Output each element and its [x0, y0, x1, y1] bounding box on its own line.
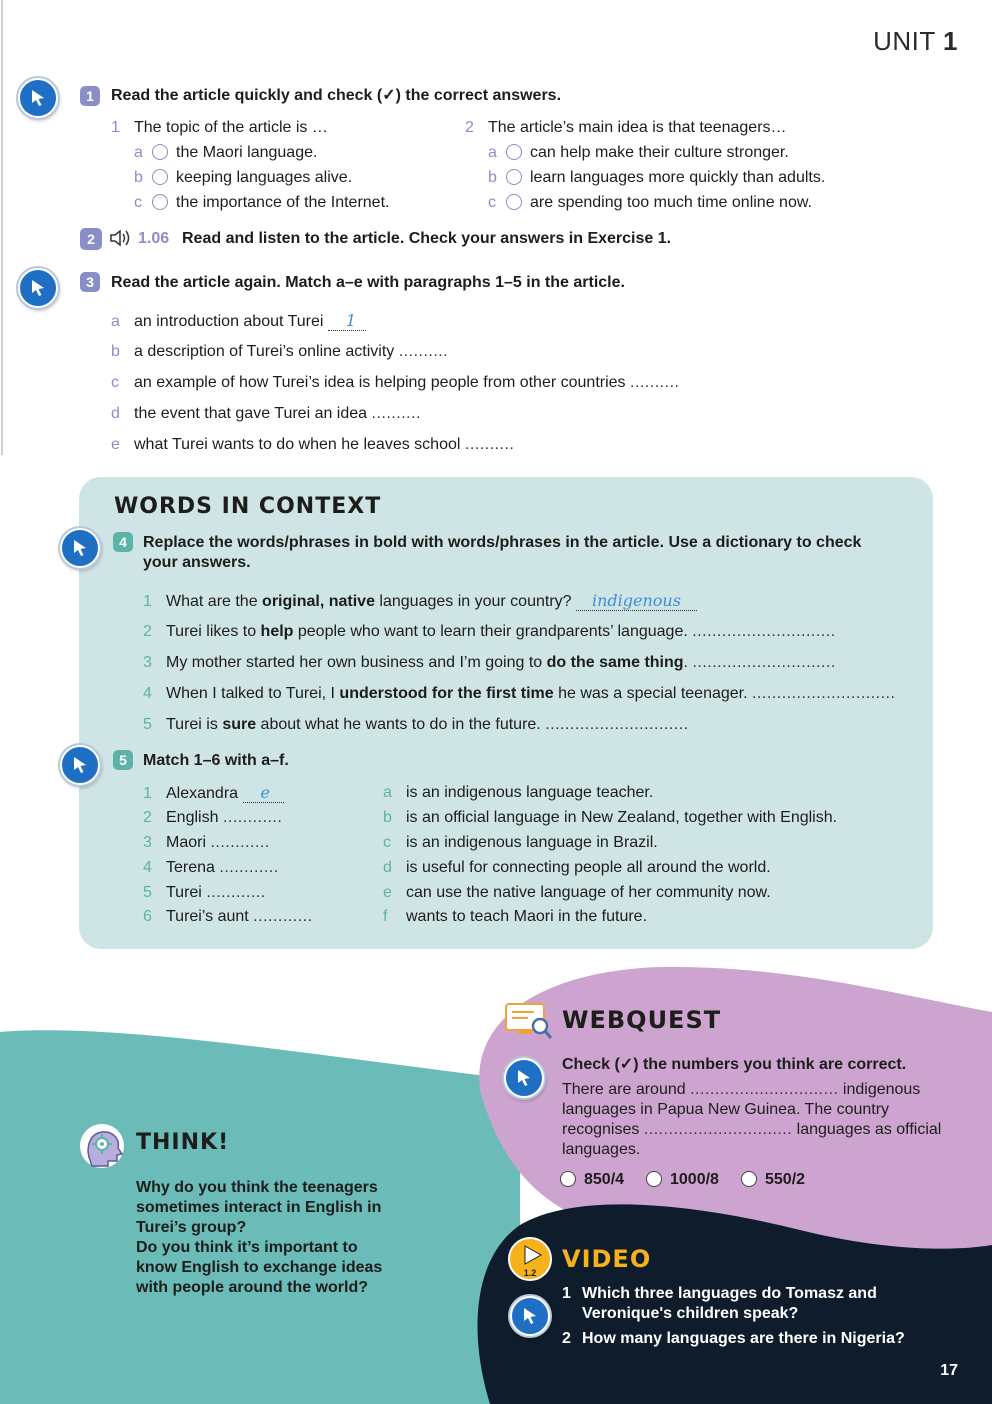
think-line-6: with people around the world? [136, 1279, 368, 1296]
video-title: VIDEO [562, 1245, 652, 1273]
webquest-cursor-button[interactable] [504, 1058, 544, 1098]
cursor-icon [28, 88, 48, 108]
answer-field[interactable]: ............ [253, 908, 313, 925]
radio-button[interactable] [152, 194, 168, 210]
radio-button[interactable] [506, 169, 522, 185]
radio-button[interactable] [506, 144, 522, 160]
cursor-icon [70, 538, 90, 558]
video-question-1: 1 Which three languages do Tomasz and [562, 1285, 877, 1302]
answer-field[interactable]: .............................. [690, 1081, 839, 1098]
ex5-left-5: 5 Turei ............ [143, 884, 266, 901]
webquest-text-line-3: recognises .............................. languages as official [562, 1121, 942, 1138]
ex5-right-e: e can use the native language of her community now. [383, 884, 771, 901]
ex3-cursor-button[interactable] [18, 268, 58, 308]
answer-field[interactable]: .......... [371, 405, 421, 422]
ex3-item-c: c an example of how Turei’s idea is helping people from other countries .......... [111, 374, 680, 391]
radio-button[interactable] [506, 194, 522, 210]
video-question-1-cont: Veronique's children speak? [582, 1305, 799, 1322]
head-gear-icon [78, 1120, 128, 1170]
think-line-4: Do you think it’s important to [136, 1239, 358, 1256]
ex5-number-badge: 5 [113, 750, 133, 770]
radio-button[interactable] [741, 1171, 757, 1187]
think-line-2: sometimes interact in English in [136, 1199, 382, 1216]
cursor-icon [28, 278, 48, 298]
cursor-icon [514, 1068, 534, 1088]
ex3-item-d: d the event that gave Turei an idea .......... [111, 405, 421, 422]
think-title: THINK! [136, 1130, 230, 1155]
page-number: 17 [940, 1362, 958, 1379]
video-cursor-button[interactable] [510, 1296, 550, 1336]
answer-field[interactable]: indigenous [576, 591, 697, 611]
webquest-instruction: Check (✓) the numbers you think are correct. [562, 1056, 907, 1073]
ex4-cursor-button[interactable] [60, 528, 100, 568]
ex3-item-e: e what Turei wants to do when he leaves school .......... [111, 436, 515, 453]
ex5-left-2: 2 English ............ [143, 809, 283, 826]
ex5-cursor-button[interactable] [60, 745, 100, 785]
think-line-5: know English to exchange ideas [136, 1259, 383, 1276]
webquest-option-3[interactable]: 550/2 [741, 1170, 805, 1190]
webquest-title: WEBQUEST [562, 1006, 722, 1034]
ex3-number-badge: 3 [80, 272, 100, 292]
ex5-right-a: a is an indigenous language teacher. [383, 784, 654, 801]
speaker-icon[interactable] [109, 228, 133, 248]
radio-button[interactable] [152, 169, 168, 185]
ex1-q1-option-a: a the Maori language. [134, 144, 318, 161]
ex2-number-badge: 2 [80, 228, 102, 250]
ex5-right-c: c is an indigenous language in Brazil. [383, 834, 658, 851]
ex1-instruction: Read the article quickly and check (✓) the correct answers. [111, 87, 562, 104]
ex4-item-4: 4 When I talked to Turei, I understood for the first time he was a special teenager. ............................. [143, 685, 896, 702]
answer-field[interactable]: ............................. [692, 654, 836, 671]
ex4-item-3: 3 My mother started her own business and I’m going to do the same thing. ............................. [143, 654, 836, 671]
play-icon [520, 1243, 544, 1267]
ex1-q2-option-a: a can help make their culture stronger. [488, 144, 789, 161]
ex1-q2-option-b: b learn languages more quickly than adults. [488, 169, 826, 186]
webquest-option-2[interactable]: 1000/8 [646, 1170, 719, 1190]
ex5-right-d: d is useful for connecting people all around the world. [383, 859, 771, 876]
ex5-left-4: 4 Terena ............ [143, 859, 279, 876]
answer-field[interactable]: .......... [398, 343, 449, 360]
webquest-text-line-1: There are around .............................. indigenous [562, 1081, 921, 1098]
unit-label: UNIT 1 [873, 26, 958, 56]
webquest-option-1[interactable]: 850/4 [560, 1170, 624, 1190]
ex4-instruction-line1: Replace the words/phrases in bold with words/phrases in the article. Use a dictionary to check [143, 534, 862, 551]
answer-field[interactable]: ............ [219, 859, 279, 876]
webquest-text-line-4: languages. [562, 1141, 641, 1158]
words-in-context-title: WORDS IN CONTEXT [114, 494, 382, 519]
answer-field[interactable]: ............ [206, 884, 266, 901]
ex3-item-a: a an introduction about Turei 1 [111, 311, 366, 332]
think-line-3: Turei’s group? [136, 1219, 247, 1236]
ex3-instruction: Read the article again. Match a–e with paragraphs 1–5 in the article. [111, 274, 625, 291]
ex4-item-1: 1 What are the original, native languages in your country? indigenous [143, 591, 697, 612]
ex5-left-1: 1 Alexandra e [143, 783, 284, 804]
webquest-text-line-2: languages in Papua New Guinea. The country [562, 1101, 890, 1118]
ex4-item-2: 2 Turei likes to help people who want to learn their grandparents’ language. ............................. [143, 623, 836, 640]
ex1-q2-option-c: c are spending too much time online now. [488, 194, 812, 211]
answer-field[interactable]: .......... [464, 436, 515, 453]
answer-field[interactable]: ............ [210, 834, 270, 851]
think-line-1: Why do you think the teenagers [136, 1179, 378, 1196]
answer-field[interactable]: ............................. [752, 685, 896, 702]
ex1-q1-option-c: c the importance of the Internet. [134, 194, 390, 211]
answer-field[interactable]: ............................. [545, 716, 689, 733]
ex2-track-number: 1.06 [138, 230, 170, 247]
ex4-instruction-line2: your answers. [143, 554, 251, 571]
radio-button[interactable] [560, 1171, 576, 1187]
ex4-number-badge: 4 [113, 532, 133, 552]
answer-field[interactable]: .......... [630, 374, 680, 391]
ex4-item-5: 5 Turei is sure about what he wants to do in the future. ............................. [143, 716, 689, 733]
ex1-q1-stem: 1 The topic of the article is … [111, 119, 328, 136]
ex1-q1-option-b: b keeping languages alive. [134, 169, 353, 186]
ex5-right-b: b is an official language in New Zealand, together with English. [383, 809, 838, 826]
ex5-left-6: 6 Turei’s aunt ............ [143, 908, 313, 925]
video-play-badge[interactable] [508, 1237, 552, 1281]
radio-button[interactable] [152, 144, 168, 160]
ex5-right-f: f wants to teach Maori in the future. [383, 908, 648, 925]
ex5-instruction: Match 1–6 with a–f. [143, 752, 289, 769]
answer-field[interactable]: ............ [222, 809, 283, 826]
ex5-left-3: 3 Maori ............ [143, 834, 270, 851]
answer-field[interactable]: ............................. [692, 623, 836, 640]
ex2-instruction: Read and listen to the article. Check your answers in Exercise 1. [182, 230, 672, 247]
cursor-icon [70, 755, 90, 775]
video-question-2: 2 How many languages are there in Nigeria? [562, 1330, 905, 1347]
answer-field[interactable]: .............................. [643, 1121, 793, 1138]
radio-button[interactable] [646, 1171, 662, 1187]
ex1-cursor-button[interactable] [18, 78, 58, 118]
ex1-q2-stem: 2 The article’s main idea is that teenagers… [465, 119, 787, 136]
cursor-icon [520, 1306, 540, 1326]
video-badge-number: 1.2 [523, 1268, 537, 1278]
answer-field[interactable]: 1 [328, 311, 366, 331]
webquest-icon [504, 1000, 554, 1044]
ex3-item-b: b a description of Turei’s online activity .......... [111, 343, 449, 360]
answer-field[interactable]: e [243, 783, 284, 803]
ex1-number-badge: 1 [80, 86, 100, 106]
